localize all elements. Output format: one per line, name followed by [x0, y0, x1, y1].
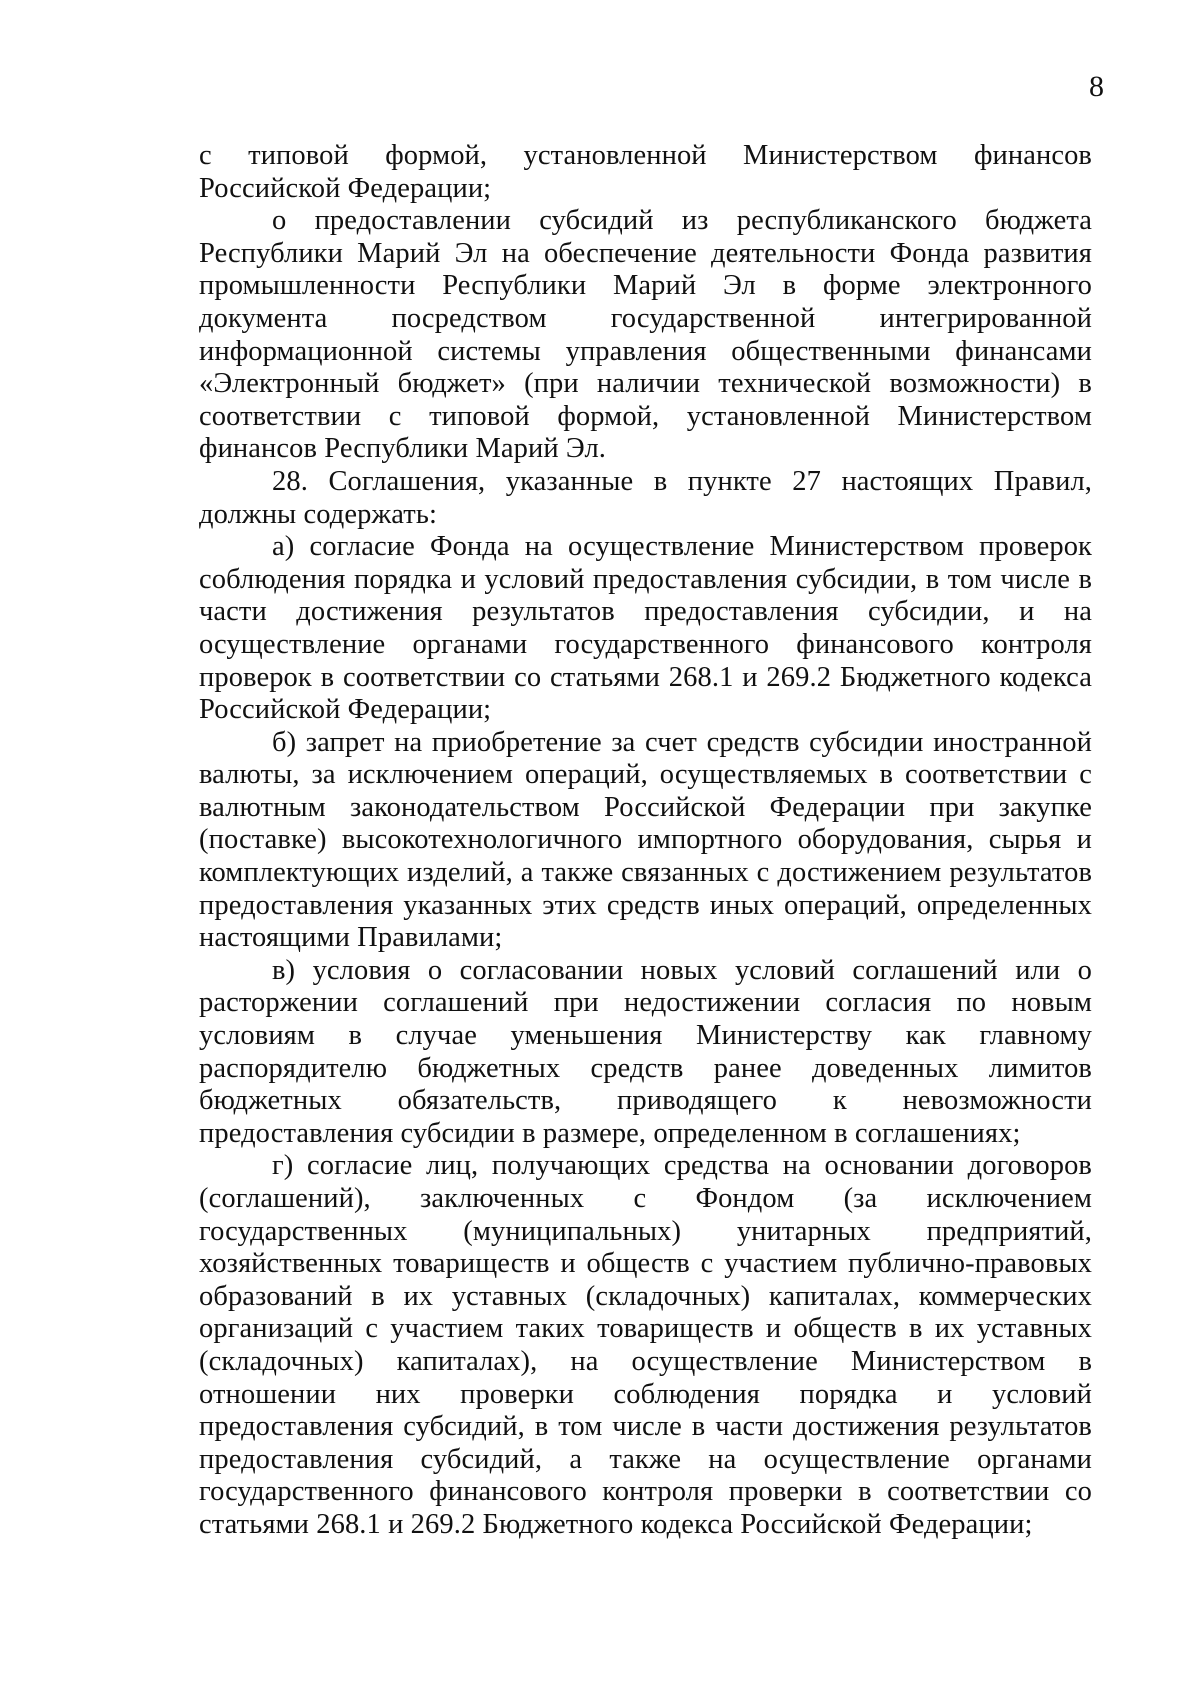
paragraph-clause-28: 28. Соглашения, указанные в пункте 27 настоящих Правил, должны содержать:	[199, 465, 1092, 530]
document-body	[199, 140, 1092, 1542]
paragraph-item-v: в) условия о согласовании новых условий соглашений или о расторжении соглашений при недостижении согласия по новым условиям в случае уменьшения Министерству как главному распорядителю бюджетных средств ранее доведенных лимитов бюджетных обязательств, приводящего к невозможности предоставления субсидии в размере, определенном в соглашениях;	[199, 954, 1092, 1149]
paragraph-electronic-budget: о предоставлении субсидий из республиканского бюджета Республики Марий Эл на обеспечение деятельности Фонда развития промышленности Республики Марий Эл в форме электронного документа посредством государственной интегрированной информационной системы управления общественными финансами «Электронный бюджет» (при наличии технической возможности) в соответствии с типовой формой, установленной Министерством финансов Республики Марий Эл.	[199, 205, 1092, 465]
paragraph-item-b: б) запрет на приобретение за счет средств субсидии иностранной валюты, за исключением операций, осуществляемых в соответствии с валютным законодательством Российской Федерации при закупке (поставке) высокотехнологичного импортного оборудования, сырья и комплектующих изделий, а также связанных с достижением результатов предоставления указанных этих средств иных операций, определенных настоящими Правилами;	[199, 726, 1092, 954]
paragraph-item-a: а) согласие Фонда на осуществление Министерством проверок соблюдения порядка и условий предоставления субсидии, в том числе в части достижения результатов предоставления субсидии, и на осуществление органами государственного финансового контроля проверок в соответствии со статьями 268.1 и 269.2 Бюджетного кодекса Российской Федерации;	[199, 531, 1092, 726]
page-number: 8	[1089, 70, 1104, 103]
paragraph-continuation: с типовой формой, установленной Министерством финансов Российской Федерации;	[199, 140, 1092, 204]
paragraph-item-g: г) согласие лиц, получающих средства на основании договоров (соглашений), заключенных с Фондом (за исключением государственных (муниципальных) унитарных предприятий, хозяйственных товариществ и обществ с участием публично-правовых образований в их уставных (складочных) капиталах, коммерческих организаций с участием таких товариществ и обществ в их уставных (складочных) капиталах), на осуществление Министерством в отношении них проверки соблюдения порядка и условий предоставления субсидий, в том числе в части достижения результатов предоставления субсидий, а также на осуществление органами государственного финансового контроля проверки в соответствии со статьями 268.1 и 269.2 Бюджетного кодекса Российской Федерации;	[199, 1150, 1092, 1540]
